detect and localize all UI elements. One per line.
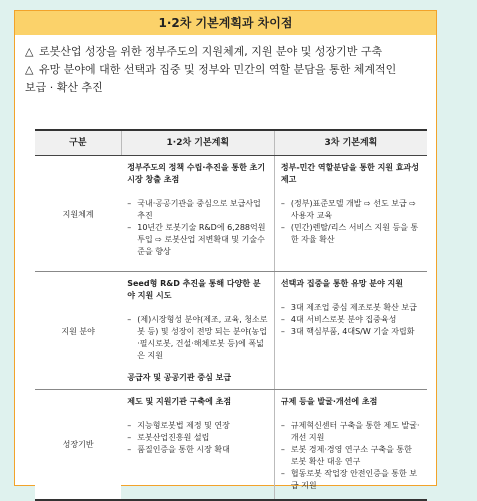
intro-bullet-1 xyxy=(25,43,425,61)
table-row xyxy=(35,156,427,272)
row-category: 지원 분야 xyxy=(35,272,121,390)
header-category: 구분 xyxy=(35,130,121,156)
list-item: – 로봇 경제·경영 연구소 구축을 통한 로봇 확산 대응 연구 xyxy=(280,445,412,466)
intro-section xyxy=(25,43,425,97)
document-title: 1·2차 기본계획과 차이점 xyxy=(15,11,436,35)
left-footer: 공급자 및 공공기관 중심 보급 xyxy=(127,373,232,382)
table-header-row xyxy=(35,130,427,156)
left-heading: Seed형 R&D 추진을 통해 다양한 분야 지원 시도 xyxy=(127,279,261,300)
list-item: – 10년간 로봇기술 R&D에 6,288억원 투입 ⇨ 로봇산업 저변확대 및 기술수준을 향상 xyxy=(127,223,266,256)
list-item: – (제)시장형성 분야(제조, 교육, 청소로봇 등) 및 성장이 전망 되는 분야(농업·필시로봇, 건설·해체로봇 등)에 폭넓은 지원 xyxy=(127,315,268,360)
list-item: – (정부)표준모델 개발 ⇨ 선도 보급 ⇨ 사용자 교육 xyxy=(280,199,416,220)
list-item: – 국내·공공기관을 중심으로 보급사업 추진 xyxy=(127,199,261,220)
row-category: 성장기반 xyxy=(35,390,121,500)
header-plan-3: 3차 기본계획 xyxy=(274,130,427,156)
left-heading: 제도 및 지원기관 구축에 초점 xyxy=(127,397,232,406)
row-left-cell xyxy=(121,390,274,500)
list-item: – 3대 제조업 중심 제조로봇 확산 보급 xyxy=(280,303,417,312)
document-frame xyxy=(14,10,437,490)
triangle-icon: △ xyxy=(25,63,34,76)
row-left-cell xyxy=(121,272,274,390)
list-item: – 지능형로봇법 제정 및 연장 xyxy=(127,421,230,430)
list-item: – 로봇산업진흥원 설립 xyxy=(127,433,210,442)
list-item: – 협동로봇 작업장 안전인증을 통한 보급 지원 xyxy=(280,469,417,490)
right-heading: 정부-민간 역할분담을 통한 지원 효과성 제고 xyxy=(280,163,419,184)
intro-bullet-2 xyxy=(25,61,425,79)
intro-bullet-1-text: 로봇산업 성장을 위한 정부주도의 지원체계, 지원 분야 및 성장기반 구축 xyxy=(39,45,383,58)
right-heading: 선택과 집중을 통한 유망 분야 지원 xyxy=(280,279,404,288)
list-item: – 규제혁신센터 구축을 통한 제도 발굴·개선 지원 xyxy=(280,421,420,442)
intro-bullet-2-text: 유망 분야에 대한 선택과 집중 및 정부와 민간의 역할 분담을 통한 체계적인 xyxy=(39,63,397,76)
table-row xyxy=(35,390,427,500)
list-item: – 3대 핵심부품, 4대S/W 기술 자립화 xyxy=(280,327,415,336)
intro-bullet-2-cont xyxy=(25,79,425,97)
row-left-cell xyxy=(121,156,274,272)
header-plan-1-2: 1·2차 기본계획 xyxy=(121,130,274,156)
comparison-table xyxy=(35,129,427,501)
row-right-cell xyxy=(274,156,427,272)
right-heading: 규제 등을 발굴·개선에 초점 xyxy=(280,397,378,406)
triangle-icon: △ xyxy=(25,45,34,58)
intro-bullet-2-text-cont: 보급 · 확산 추진 xyxy=(25,81,103,94)
list-item: – 4대 서비스로봇 분야 집중육성 xyxy=(280,315,397,324)
table-row xyxy=(35,272,427,390)
list-item: – 품질인증을 통한 시장 확대 xyxy=(127,445,230,454)
left-heading: 정부주도의 정책 수립·추진을 통한 초기시장 창출 초점 xyxy=(127,163,266,184)
row-right-cell xyxy=(274,272,427,390)
list-item: – (민간)렌탈/리스 서비스 지원 등을 통한 자율 확산 xyxy=(280,223,419,244)
row-right-cell xyxy=(274,390,427,500)
row-category: 지원체계 xyxy=(35,156,121,272)
